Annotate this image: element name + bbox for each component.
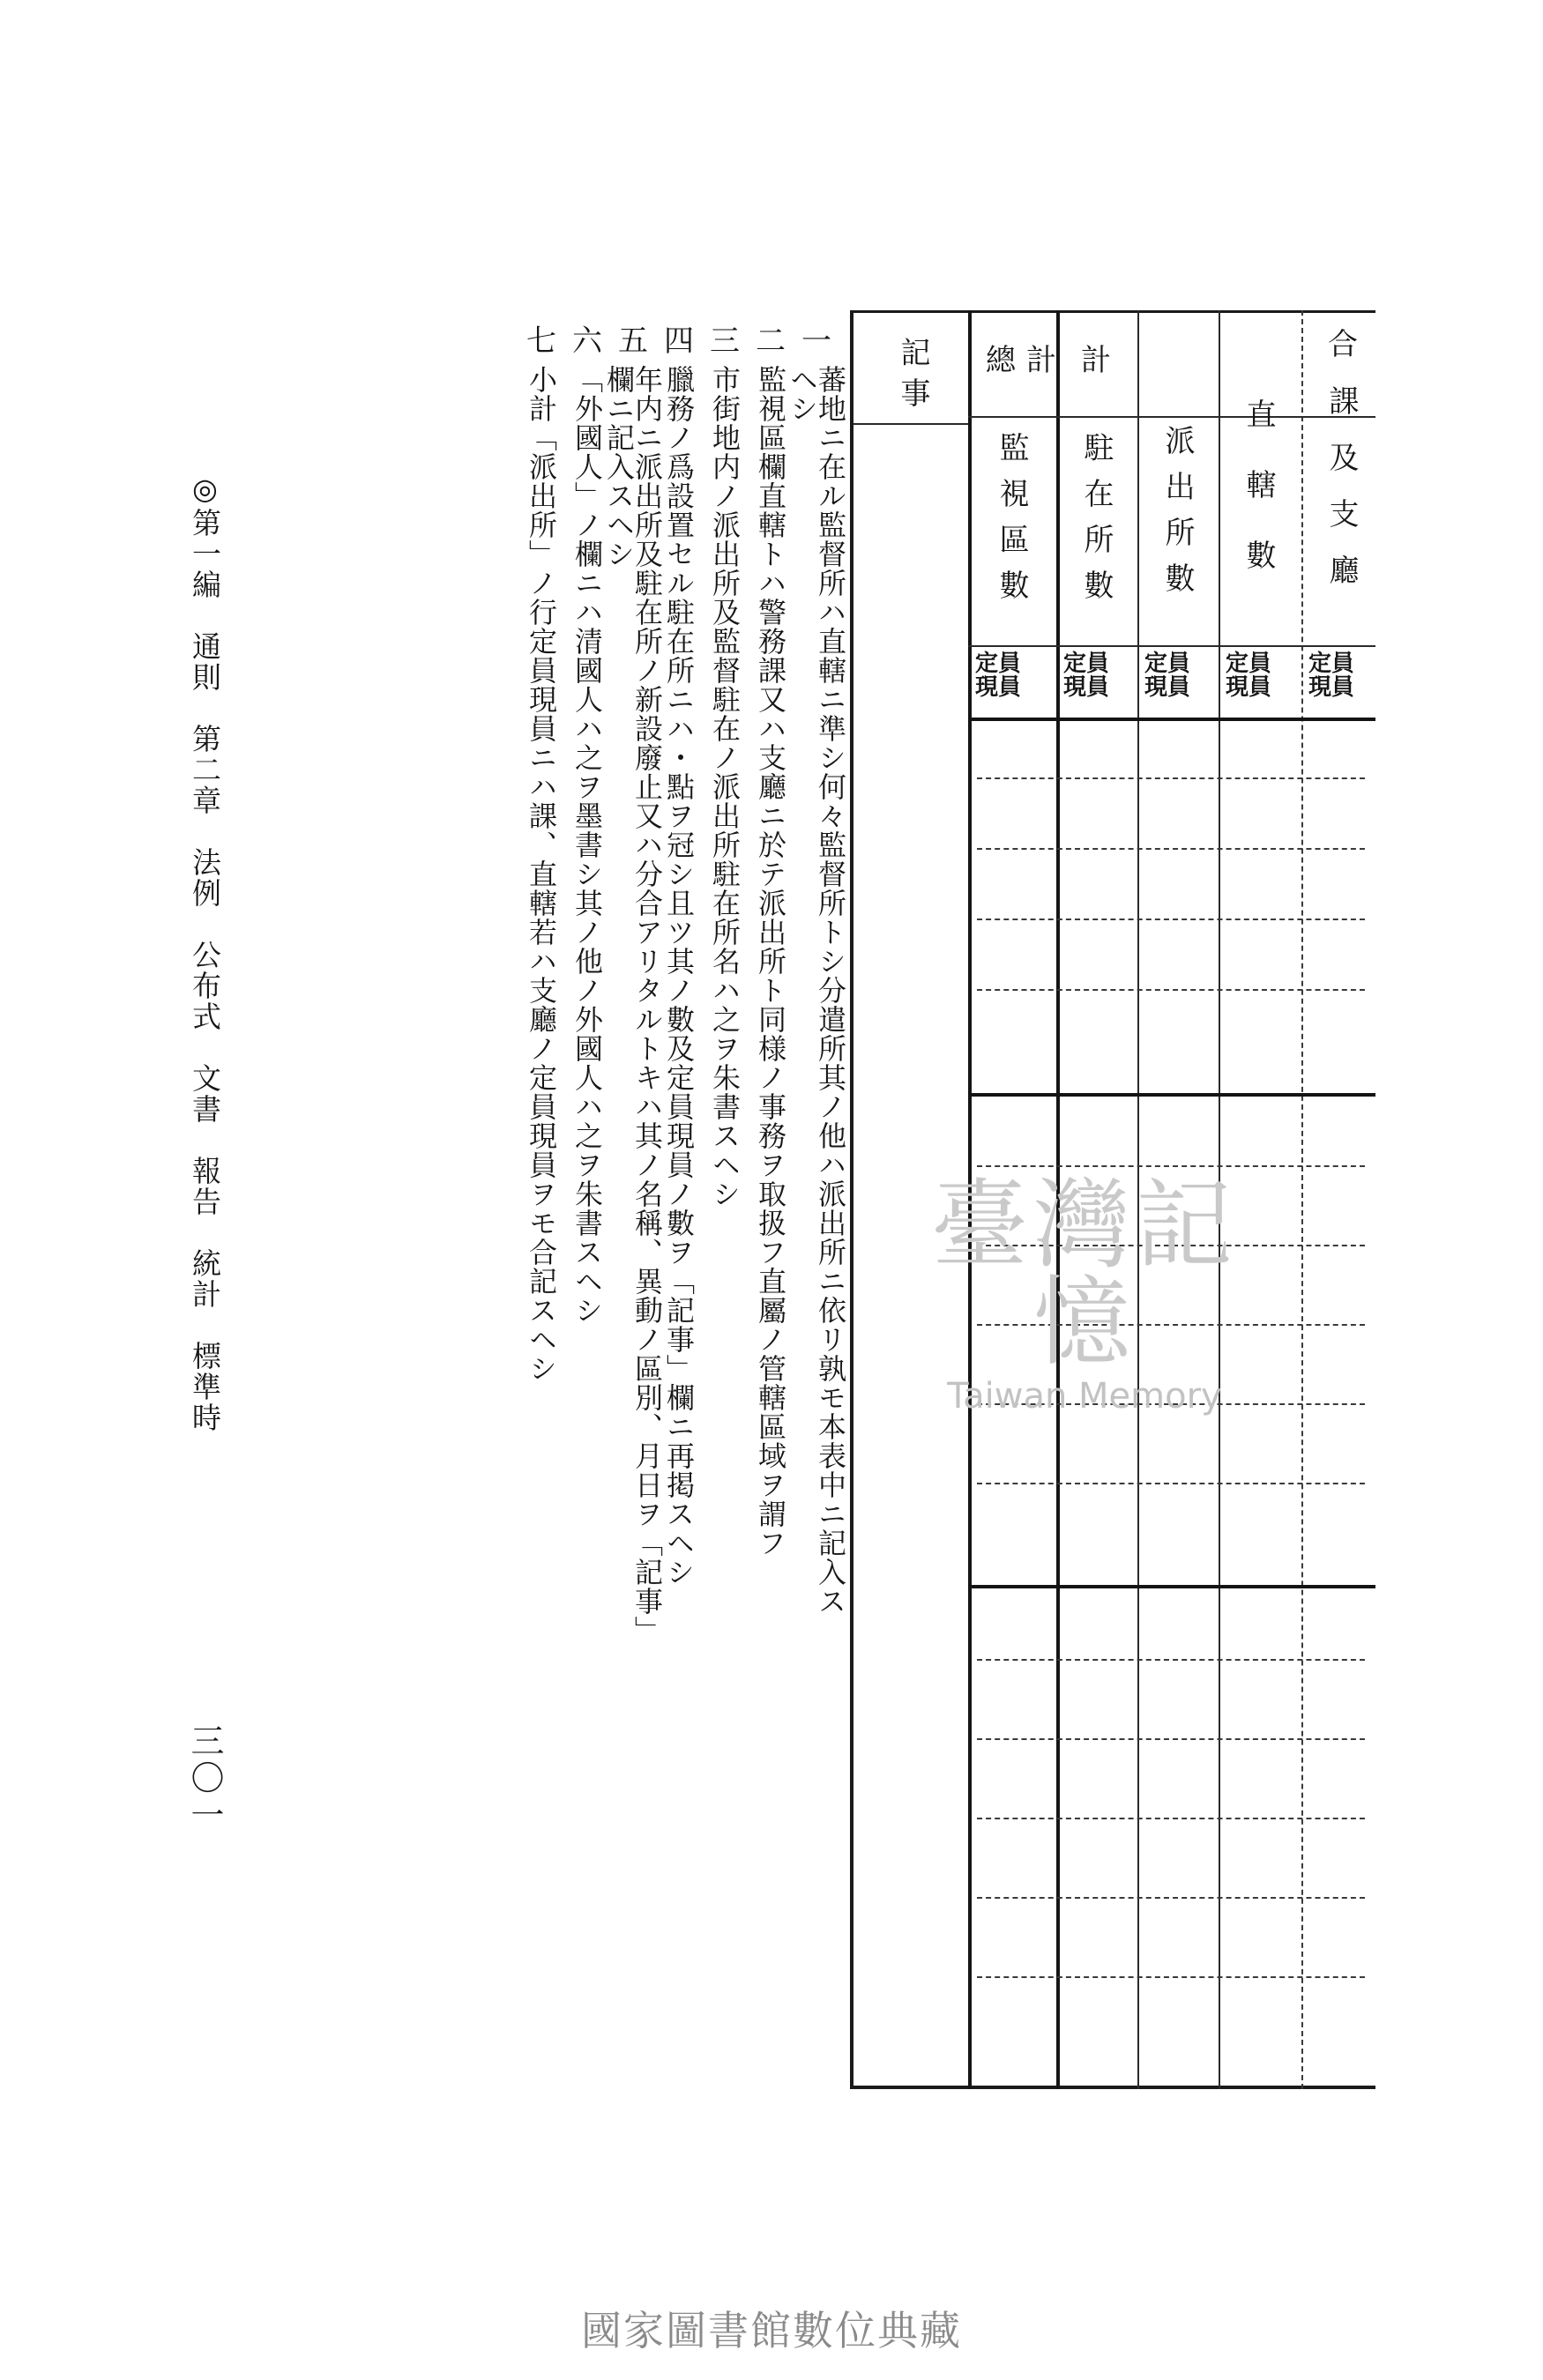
page-number: 三〇一	[185, 1723, 224, 1834]
note-text: 小計「派出所」ノ行定員現員ニハ課、直轄若ハ支廳ノ定員現員ヲモ合記スヘシ	[525, 365, 558, 1383]
note-text: 監視區欄直轄トハ警務課又ハ支廳ニ於テ派出所ト同様ノ事務ヲ取扱フ直屬ノ管轄區域ヲ謂フ	[754, 365, 787, 1558]
notes-section	[501, 324, 847, 1631]
note-number: 七	[526, 324, 556, 359]
quota-actual-label: 定員 現員	[1226, 651, 1272, 702]
note-item	[786, 324, 847, 1631]
note-item	[751, 326, 790, 1631]
watermark-english: Taiwan Memory	[947, 1376, 1222, 1417]
subheader-rule	[968, 645, 1375, 647]
note-item	[660, 326, 698, 1631]
note-item	[602, 324, 664, 1631]
row-rule	[977, 848, 1365, 850]
table-left-border	[850, 310, 853, 2089]
note-number: 三	[710, 324, 740, 359]
header-direct-count: 直轄數	[1241, 398, 1276, 610]
note-number: 五	[618, 324, 648, 359]
header-sum: 合	[1328, 327, 1368, 362]
divider-direct	[1301, 310, 1303, 2089]
note-number: 二	[756, 324, 786, 359]
header-grand-total: 總計	[986, 343, 1067, 378]
remarks-header-rule	[853, 423, 968, 425]
row-rule	[977, 1659, 1365, 1661]
note-number: 四	[664, 324, 694, 359]
header-bottom-rule	[968, 718, 1375, 721]
note-text: 臘務ノ爲設置セル駐在所ニハ・點ヲ冠シ且ツ其ノ數及定員現員ノ數ヲ「記事」欄ニ再掲スヘシ	[662, 365, 696, 1587]
row-rule	[977, 1483, 1365, 1484]
header-section-branch-office: 課及支廳	[1323, 385, 1359, 611]
note-item	[568, 326, 607, 1631]
header-residence-count: 駐在所數	[1078, 432, 1114, 615]
note-text: 年内ニ派出所及駐在所ノ新設廢止又ハ分合アリタルトキハ其ノ名稱、異動ノ區別、月日ヲ「記事」欄ニ記入スヘシ	[602, 365, 664, 1631]
row-rule	[977, 1818, 1365, 1819]
header-remarks: 記事	[895, 337, 930, 418]
row-rule	[977, 777, 1365, 779]
row-rule	[977, 1738, 1365, 1740]
row-rule	[977, 1165, 1365, 1167]
row-rule	[977, 1897, 1365, 1899]
quota-actual-label: 定員 現員	[1144, 651, 1191, 702]
watermark-chinese: 臺灣記憶	[931, 1169, 1238, 1379]
note-item	[522, 326, 561, 1631]
row-rule	[977, 919, 1365, 920]
header-rule	[968, 416, 1375, 418]
section-rule-1	[968, 1093, 1375, 1097]
table-bottom-border	[850, 2086, 1375, 2089]
header-branch-count: 派出所數	[1159, 425, 1195, 608]
note-number: 一	[801, 324, 831, 359]
note-text: 市街地内ノ派出所及監督駐在ノ派出所駐在所名ハ之ヲ朱書スヘシ	[708, 365, 742, 1209]
watermark-logo	[882, 1169, 1287, 1417]
quota-actual-label: 定員 現員	[1308, 651, 1355, 702]
row-rule	[977, 989, 1365, 991]
header-subtotal: 計	[1081, 343, 1122, 378]
section-rule-2	[968, 1585, 1375, 1588]
note-text: 「外國人」ノ欄ニハ清國人ハ之ヲ墨書シ其ノ他ノ外國人ハ之ヲ朱書スヘシ	[570, 365, 604, 1325]
footer-credit: 國家圖書館數位典藏	[581, 2307, 962, 2354]
row-rule	[977, 1976, 1365, 1978]
running-header: ◎第一編 通則 第二章 法例 公布式 文書 報告 統計 標準時	[188, 472, 222, 1433]
table-top-border	[850, 310, 1375, 313]
quota-actual-label: 定員 現員	[975, 651, 1022, 702]
quota-actual-label: 定員 現員	[1063, 651, 1110, 702]
header-monitoring-district-count: 監視區數	[994, 432, 1029, 615]
note-number: 六	[572, 324, 602, 359]
note-text: 蕃地ニ在ル監督所ハ直轄ニ準シ何々監督所トシ分遣所其ノ他ハ派出所ニ依リ孰モ本表中ニ記入スヘシ	[786, 365, 847, 1616]
note-item	[705, 326, 744, 1631]
